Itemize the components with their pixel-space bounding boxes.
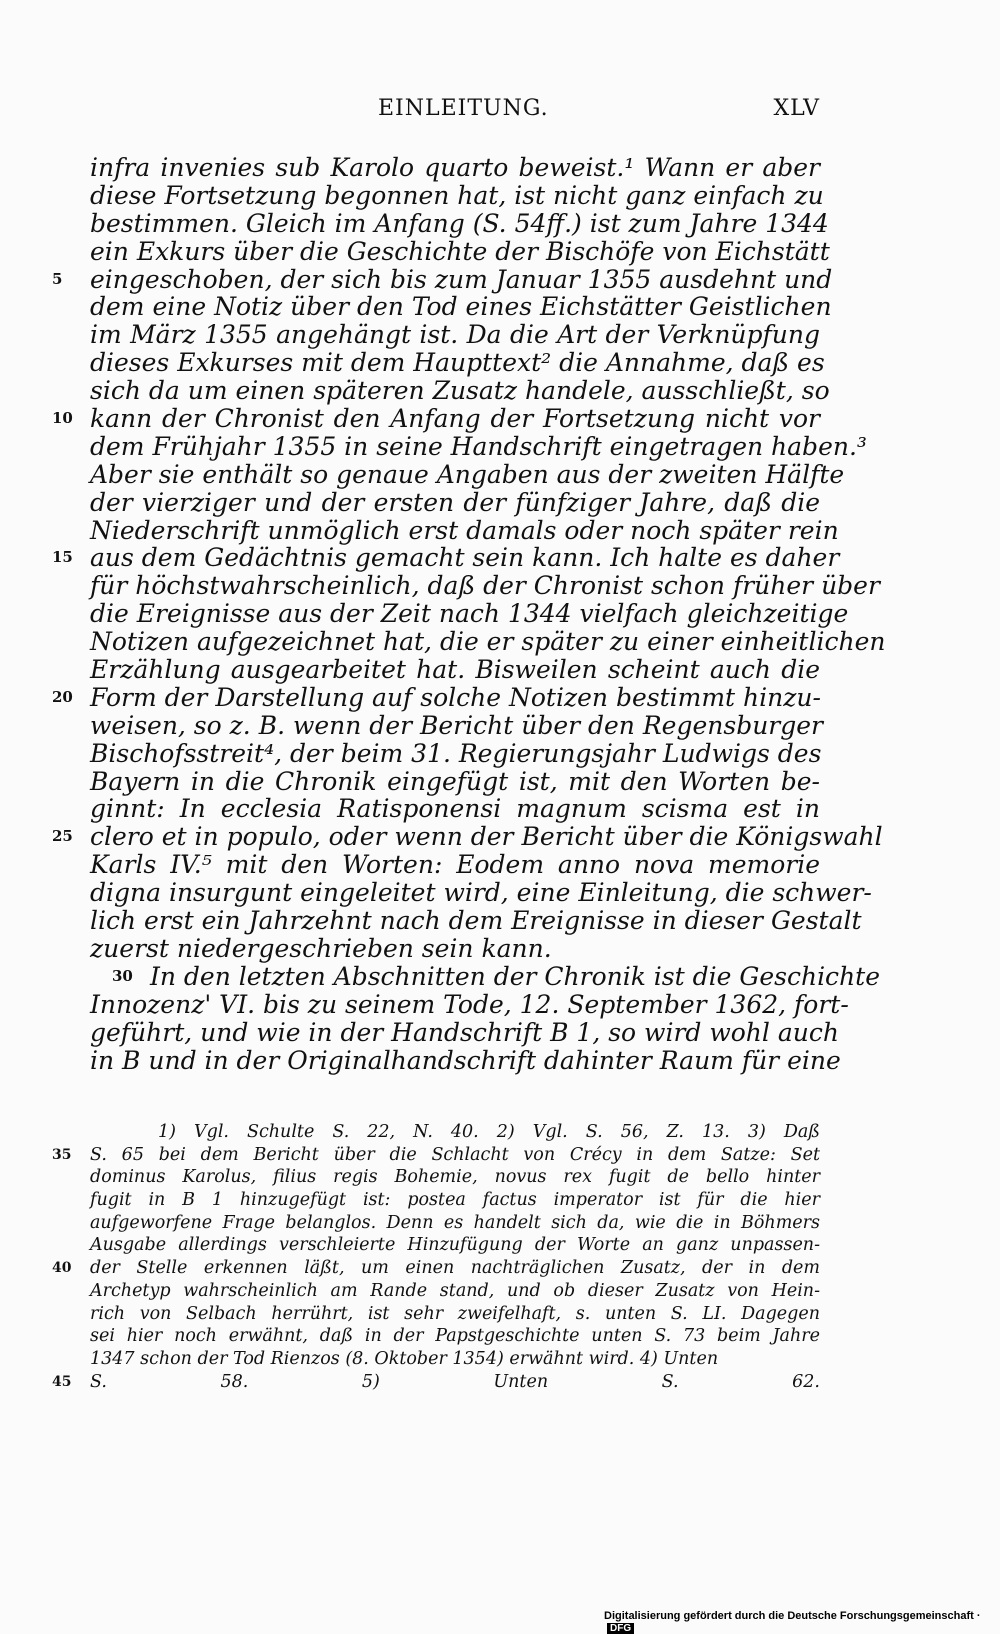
body-line-text: für höchstwahrscheinlich, daß der Chronist schon früher über: [90, 571, 880, 601]
line-number: 10: [52, 409, 73, 428]
body-line: [52, 543, 840, 573]
body-line-text: dieses Exkurses mit dem Haupttext² die Annahme, daß es: [90, 348, 825, 378]
body-line: [90, 851, 820, 879]
body-line-text: Erzählung ausgearbeitet hat. Bisweilen scheint auch die: [90, 655, 820, 685]
body-line: [90, 961, 881, 991]
body-line-text: Bayern in die Chronik eingefügt ist, mit den Worten be-: [90, 766, 820, 796]
line-number: 20: [52, 687, 73, 706]
body-line-text: Karls IV.⁵ mit den Worten: Eodem anno nova memorie: [90, 850, 820, 880]
body-line: [90, 292, 832, 322]
page-number: XLV: [773, 96, 820, 121]
body-line-text: Notizen aufgezeichnet hat, die er später zu einer einheitlichen: [90, 627, 886, 657]
body-line-text: dem Frühjahr 1355 in seine Handschrift eingetragen haben.³: [90, 431, 867, 461]
footnote-line-text: S. 65 bei dem Bericht über die Schlacht von Crécy in dem Satze: Set: [90, 1144, 820, 1165]
footnote-line: [52, 1144, 820, 1167]
body-line: [90, 321, 820, 349]
body-line-text: zuerst niedergeschrieben sein kann.: [90, 933, 552, 963]
footnote-line-text: 1347 schon der Tod Rienzos (8. Oktober 1354) erwähnt wird. 4) Unten: [90, 1348, 719, 1369]
body-line-text: Innozenz' VI. bis zu seinem Tode, 12. September 1362, fort-: [90, 989, 849, 1019]
body-line-text: ein Exkurs über die Geschichte der Bischöfe von Eichstätt: [90, 236, 830, 266]
body-line: [90, 154, 820, 182]
footnote-line: [90, 1348, 820, 1371]
body-line: [90, 208, 829, 238]
body-line-text: In den letzten Abschnitten der Chronik ist die Geschichte: [150, 961, 881, 991]
body-line: [90, 795, 820, 823]
body-line: [52, 264, 833, 294]
running-title: EINLEITUNG.: [378, 96, 549, 121]
body-line: [90, 376, 830, 406]
body-line-text: Aber sie enthält so genaue Angaben aus der zweiten Hälfte: [90, 459, 845, 489]
body-line: [90, 515, 839, 545]
body-line: [90, 627, 886, 657]
footnote-line: [90, 1212, 820, 1235]
footnote-line-text: dominus Karolus, filius regis Bohemie, novus rex fugit de bello hinter: [90, 1167, 820, 1188]
body-line: [90, 459, 845, 489]
footnote-line: [90, 1325, 820, 1348]
body-line-text: bestimmen. Gleich im Anfang (S. 54ff.) ist zum Jahre 1344: [90, 208, 829, 238]
body-line-text: lich erst ein Jahrzehnt nach dem Ereignisse in dieser Gestalt: [90, 906, 862, 936]
line-number: 15: [52, 548, 73, 567]
body-line: [90, 989, 849, 1019]
body-line: [90, 1017, 839, 1047]
body-line-text: clero et in populo, oder wenn der Bericht über die Königswahl: [90, 822, 883, 852]
body-line: [52, 822, 883, 852]
body-line: [90, 878, 872, 908]
line-number: 40: [52, 1260, 72, 1277]
footnote-line-text: rich von Selbach herrührt, ist sehr zweifelhaft, s. unten S. LI. Dagegen: [90, 1303, 820, 1324]
body-line-text: Niederschrift unmöglich erst damals oder noch später rein: [90, 515, 839, 545]
footnote-line-text: Archetyp wahrscheinlich am Rande stand, und ob dieser Zusatz von Hein-: [90, 1280, 820, 1301]
dfg-logo: DFG: [607, 1623, 634, 1634]
body-line-text: digna insurgunt eingeleitet wird, eine Einleitung, die schwer-: [90, 878, 872, 908]
footnote-line: [90, 1303, 820, 1326]
body-line: [90, 656, 820, 684]
body-line: [52, 682, 821, 712]
line-number: 25: [52, 827, 73, 846]
body-line: [90, 489, 820, 517]
body-line-text: der vierziger und der ersten der fünfziger Jahre, daß die: [90, 487, 820, 517]
line-number: 35: [52, 1146, 72, 1163]
body-line: [90, 180, 824, 210]
main-text: [52, 153, 886, 1075]
footnote-line: [52, 1371, 820, 1394]
body-line: [90, 1045, 841, 1075]
line-number: 45: [52, 1373, 72, 1390]
line-number: 5: [52, 269, 63, 288]
body-line-text: kann der Chronist den Anfang der Fortsetzung nicht vor: [90, 404, 820, 434]
body-line-text: eingeschoben, der sich bis zum Januar 1355 ausdehnt und: [90, 264, 833, 294]
footnote-line-text: S. 58. 5) Unten S. 62.: [90, 1371, 820, 1392]
footnote-line-text: 1) Vgl. Schulte S. 22, N. 40. 2) Vgl. S. 56, Z. 13. 3) Daß: [158, 1122, 820, 1142]
body-line-text: in B und in der Originalhandschrift dahinter Raum für eine: [90, 1045, 841, 1075]
body-line-text: sich da um einen späteren Zusatz handele, ausschließt, so: [90, 376, 830, 406]
body-line: [90, 768, 820, 796]
body-line: [90, 599, 849, 629]
footnote-line-text: fugit in B 1 hinzugefügt ist: postea factus imperator ist für die hier: [90, 1190, 820, 1211]
page-header: [90, 96, 820, 126]
body-line-text: geführt, und wie in der Handschrift B 1, so wird wohl auch: [90, 1017, 839, 1047]
footnotes: [52, 1121, 820, 1393]
body-line: [90, 710, 824, 740]
credit-text: Digitalisierung gefördert durch die Deutsche Forschungsgemeinschaft ·: [604, 1610, 981, 1622]
footnote-line-text: Ausgabe allerdings verschleierte Hinzufügung der Worte an ganz unpassen-: [90, 1235, 820, 1256]
body-line: [90, 431, 867, 461]
body-line-text: infra invenies sub Karolo quarto beweist.¹ Wann er aber: [90, 153, 820, 182]
body-line: [90, 935, 820, 963]
footnote-line-text: sei hier noch erwähnt, daß in der Papstgeschichte unten S. 73 beim Jahre: [90, 1326, 820, 1347]
body-line-text: Form der Darstellung auf solche Notizen bestimmt hinzu-: [90, 682, 821, 712]
footnote-line: [90, 1280, 820, 1303]
footnote-line: [90, 1166, 820, 1189]
footnote-line: [52, 1257, 820, 1280]
body-line-text: dem eine Notiz über den Tod eines Eichstätter Geistlichen: [90, 292, 832, 322]
body-line: [90, 348, 825, 378]
body-line: [90, 906, 862, 936]
body-line: [90, 236, 830, 266]
body-line: [90, 740, 820, 768]
digitization-credit: [604, 1610, 1000, 1634]
footnote-line: [90, 1121, 820, 1144]
body-line-text: ginnt: In ecclesia Ratisponensi magnum scisma est in: [90, 794, 820, 824]
body-line: [52, 404, 820, 434]
line-number: 30: [112, 966, 133, 985]
footnote-line-text: aufgeworfene Frage belanglos. Denn es handelt sich da, wie die in Böhmers: [90, 1212, 820, 1233]
body-line-text: diese Fortsetzung begonnen hat, ist nicht ganz einfach zu: [90, 180, 824, 210]
footnote-line: [90, 1234, 820, 1257]
body-line-text: die Ereignisse aus der Zeit nach 1344 vielfach gleichzeitige: [90, 599, 849, 629]
body-line-text: aus dem Gedächtnis gemacht sein kann. Ich halte es daher: [90, 543, 840, 573]
body-line-text: Bischofsstreit⁴, der beim 31. Regierungsjahr Ludwigs des: [90, 738, 822, 768]
body-line: [90, 571, 880, 601]
footnote-line-text: der Stelle erkennen läßt, um einen nachträglichen Zusatz, der in dem: [90, 1258, 820, 1279]
footnote-line: [90, 1189, 820, 1212]
body-line-text: im März 1355 angehängt ist. Da die Art der Verknüpfung: [90, 320, 820, 350]
body-line-text: weisen, so z. B. wenn der Bericht über den Regensburger: [90, 710, 824, 740]
